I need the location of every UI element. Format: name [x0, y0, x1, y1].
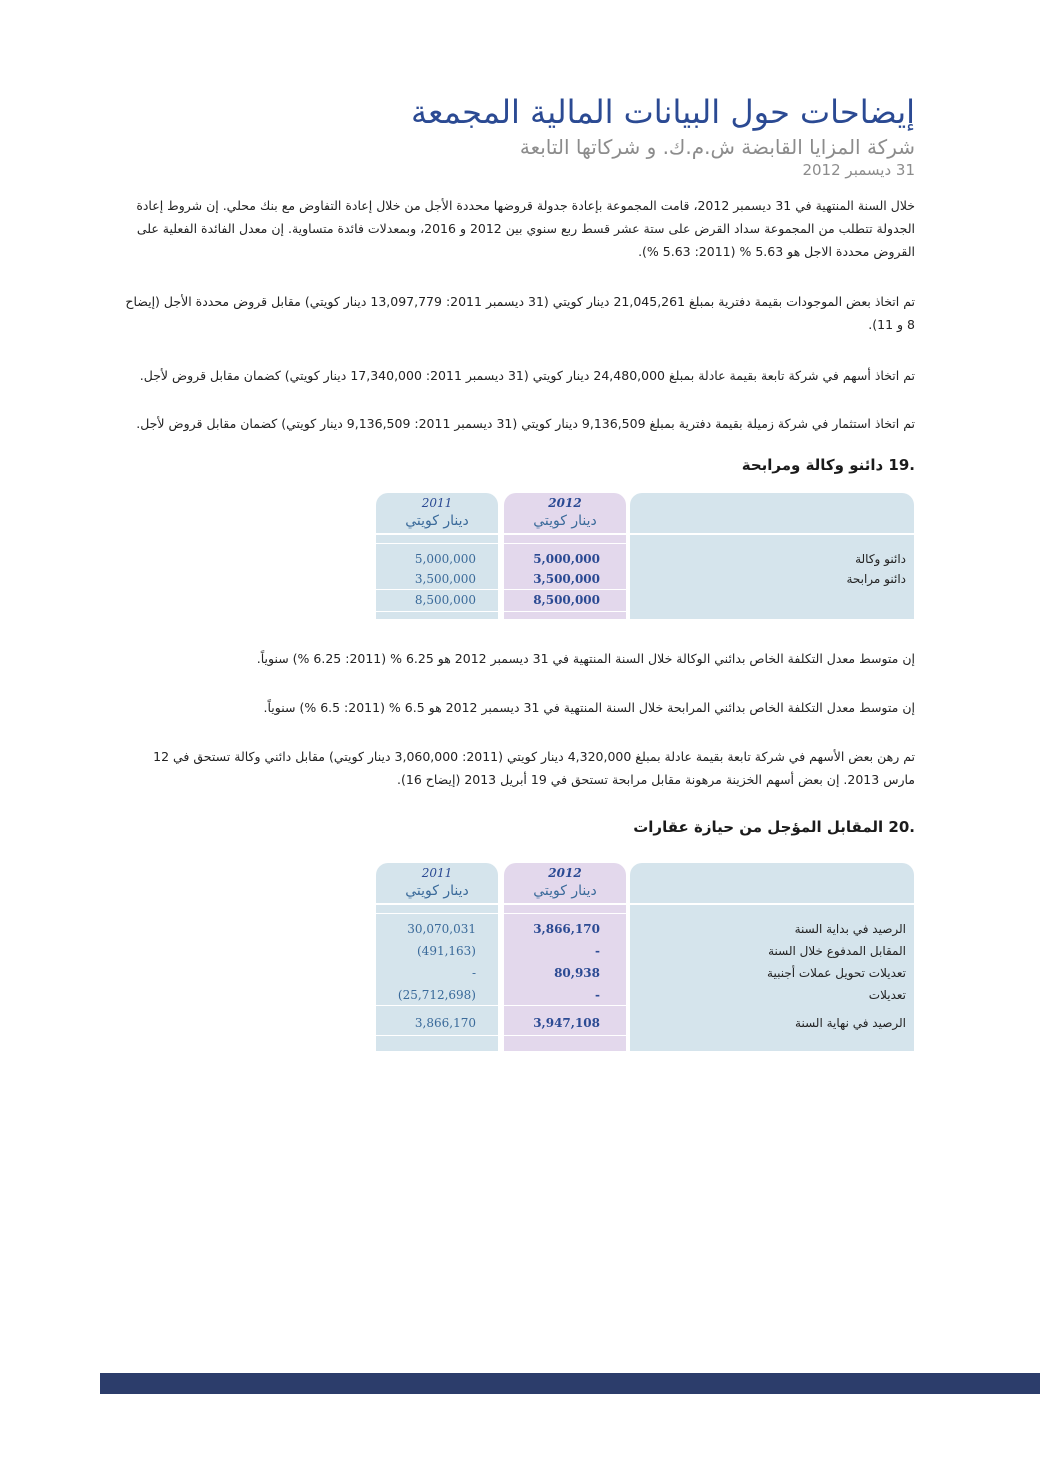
- header-2012: [504, 863, 626, 903]
- value-2012: -: [595, 988, 600, 1002]
- paragraph-wakala-rate: إن متوسط معدل التكلفة الخاص بدائني الوكالة خلال السنة المنتهية في 31 ديسمبر 2012 هو 6.25 % (2011: 6.25 %) سنوياً.: [256, 651, 915, 666]
- row-label: تعديلات: [868, 988, 906, 1002]
- paragraph-pledged-subsidiary-shares: تم اتخاذ أسهم في شركة تابعة بقيمة عادلة بمبلغ 24,480,000 دينار كويتي (31 ديسمبر 2011: 17,340,000 دينار كويتي) كضمان مقابل قروض لأجل.: [139, 368, 915, 383]
- year-2012: 2012: [548, 496, 582, 510]
- table-row: [376, 549, 914, 569]
- currency-2011: دينار كويتي: [405, 883, 469, 899]
- currency-2012: دينار كويتي: [533, 883, 597, 899]
- value-2011: -: [471, 966, 476, 980]
- value-2012: 80,938: [554, 966, 600, 980]
- divider: [376, 913, 626, 914]
- page-header: [411, 92, 915, 180]
- value-2012: 3,866,170: [533, 922, 600, 936]
- table-row: [376, 985, 914, 1005]
- value-2011: (25,712,698): [397, 988, 476, 1002]
- currency-2011: دينار كويتي: [405, 513, 469, 529]
- header-2012: [504, 493, 626, 533]
- value-2011: 3,500,000: [414, 572, 476, 586]
- year-2011: 2011: [421, 496, 453, 510]
- value-2011: 30,070,031: [407, 922, 476, 936]
- table-row: [376, 963, 914, 983]
- section-20-title: .20 المقابل المؤجل من حيازة عقارات: [633, 818, 915, 836]
- value-2012: 8,500,000: [533, 593, 600, 607]
- report-date: 31 ديسمبر 2012: [802, 161, 915, 179]
- table-deferred-consideration: [376, 863, 914, 1051]
- paragraph-loan-rescheduling: خلال السنة المنتهية في 31 ديسمبر 2012، قامت المجموعة بإعادة جدولة قروضها محددة الأجل من خلال إعادة التفاوض مع بنك محلي. إن شروط إعادة الجدولة تتطلب من المجموعة سداد القرض على ستة عشر قسط ربع سنوي بين 2012 و 2016، وبمعدلات فائدة متساوية. إن معدل الفائدة الفعلية على القروض محددة الاجل هو 5.63 % (2011: 5.63 %).: [136, 198, 915, 259]
- row-label: الرصيد في نهاية السنة: [795, 1016, 906, 1030]
- table-row: [376, 919, 914, 939]
- value-2012: 3,947,108: [533, 1016, 600, 1030]
- row-label: دائنو وكالة: [855, 552, 906, 566]
- table-row: [376, 569, 914, 589]
- table-row-total: [376, 590, 914, 610]
- footer-bar: [100, 1373, 1040, 1394]
- paragraph-pledged-associate: تم اتخاذ استثمار في شركة زميلة بقيمة دفترية بمبلغ 9,136,509 دينار كويتي (31 ديسمبر 2011: 9,136,509 دينار كويتي) كضمان مقابل قروض لأجل.: [136, 416, 915, 431]
- value-2012: -: [595, 944, 600, 958]
- table-wakala-murabaha: [376, 493, 914, 619]
- row-label: المقابل المدفوع خلال السنة: [768, 944, 906, 958]
- year-2012: 2012: [548, 866, 582, 880]
- divider: [376, 543, 626, 544]
- table-row-total: [376, 1013, 914, 1033]
- value-2011: (491,163): [417, 944, 476, 958]
- paragraph-pledged-assets: تم اتخاذ بعض الموجودات بقيمة دفترية بمبلغ 21,045,261 دينار كويتي (31 ديسمبر 2011: 13,097,779 دينار كويتي) مقابل قروض محددة الأجل (إيضاح 8 و 11).: [125, 294, 915, 332]
- table-row: [376, 941, 914, 961]
- section-19-title: .19 دائنو وكالة ومرابحة: [741, 456, 915, 474]
- paragraph-murabaha-rate: إن متوسط معدل التكلفة الخاص بدائني المرابحة خلال السنة المنتهية في 31 ديسمبر 2012 هو 6.5 % (2011: 6.5 %) سنوياً.: [263, 700, 915, 715]
- page-title: إيضاحات حول البيانات المالية المجمعة: [410, 93, 915, 131]
- header-label-column: [630, 863, 914, 903]
- value-2011: 8,500,000: [414, 593, 476, 607]
- year-2011: 2011: [421, 866, 453, 880]
- currency-2012: دينار كويتي: [533, 513, 597, 529]
- divider: [376, 1035, 626, 1036]
- header-2011: [376, 863, 498, 903]
- value-2011: 3,866,170: [414, 1016, 476, 1030]
- header-2011: [376, 493, 498, 533]
- value-2011: 5,000,000: [414, 552, 476, 566]
- header-label-column: [630, 493, 914, 533]
- paragraph-pledged-shares-wakala: تم رهن بعض الأسهم في شركة تابعة بقيمة عادلة بمبلغ 4,320,000 دينار كويتي (2011: 3,060,000 دينار كويتي) مقابل دائني وكالة تستحق في 12 مارس 2013. إن بعض أسهم الخزينة مرهونة مقابل مرابحة تستحق في 19 أبريل 2013 (إيضاح 16).: [153, 749, 915, 787]
- row-label: الرصيد في بداية السنة: [794, 922, 906, 936]
- row-label: تعديلات تحويل عملات أجنبية: [767, 966, 906, 980]
- value-2012: 5,000,000: [533, 552, 600, 566]
- row-label: دائنو مرابحة: [846, 572, 906, 586]
- divider: [376, 611, 626, 612]
- divider: [376, 1005, 626, 1006]
- company-name: شركة المزايا القابضة ش.م.ك. و شركاتها التابعة: [519, 135, 915, 159]
- value-2012: 3,500,000: [533, 572, 600, 586]
